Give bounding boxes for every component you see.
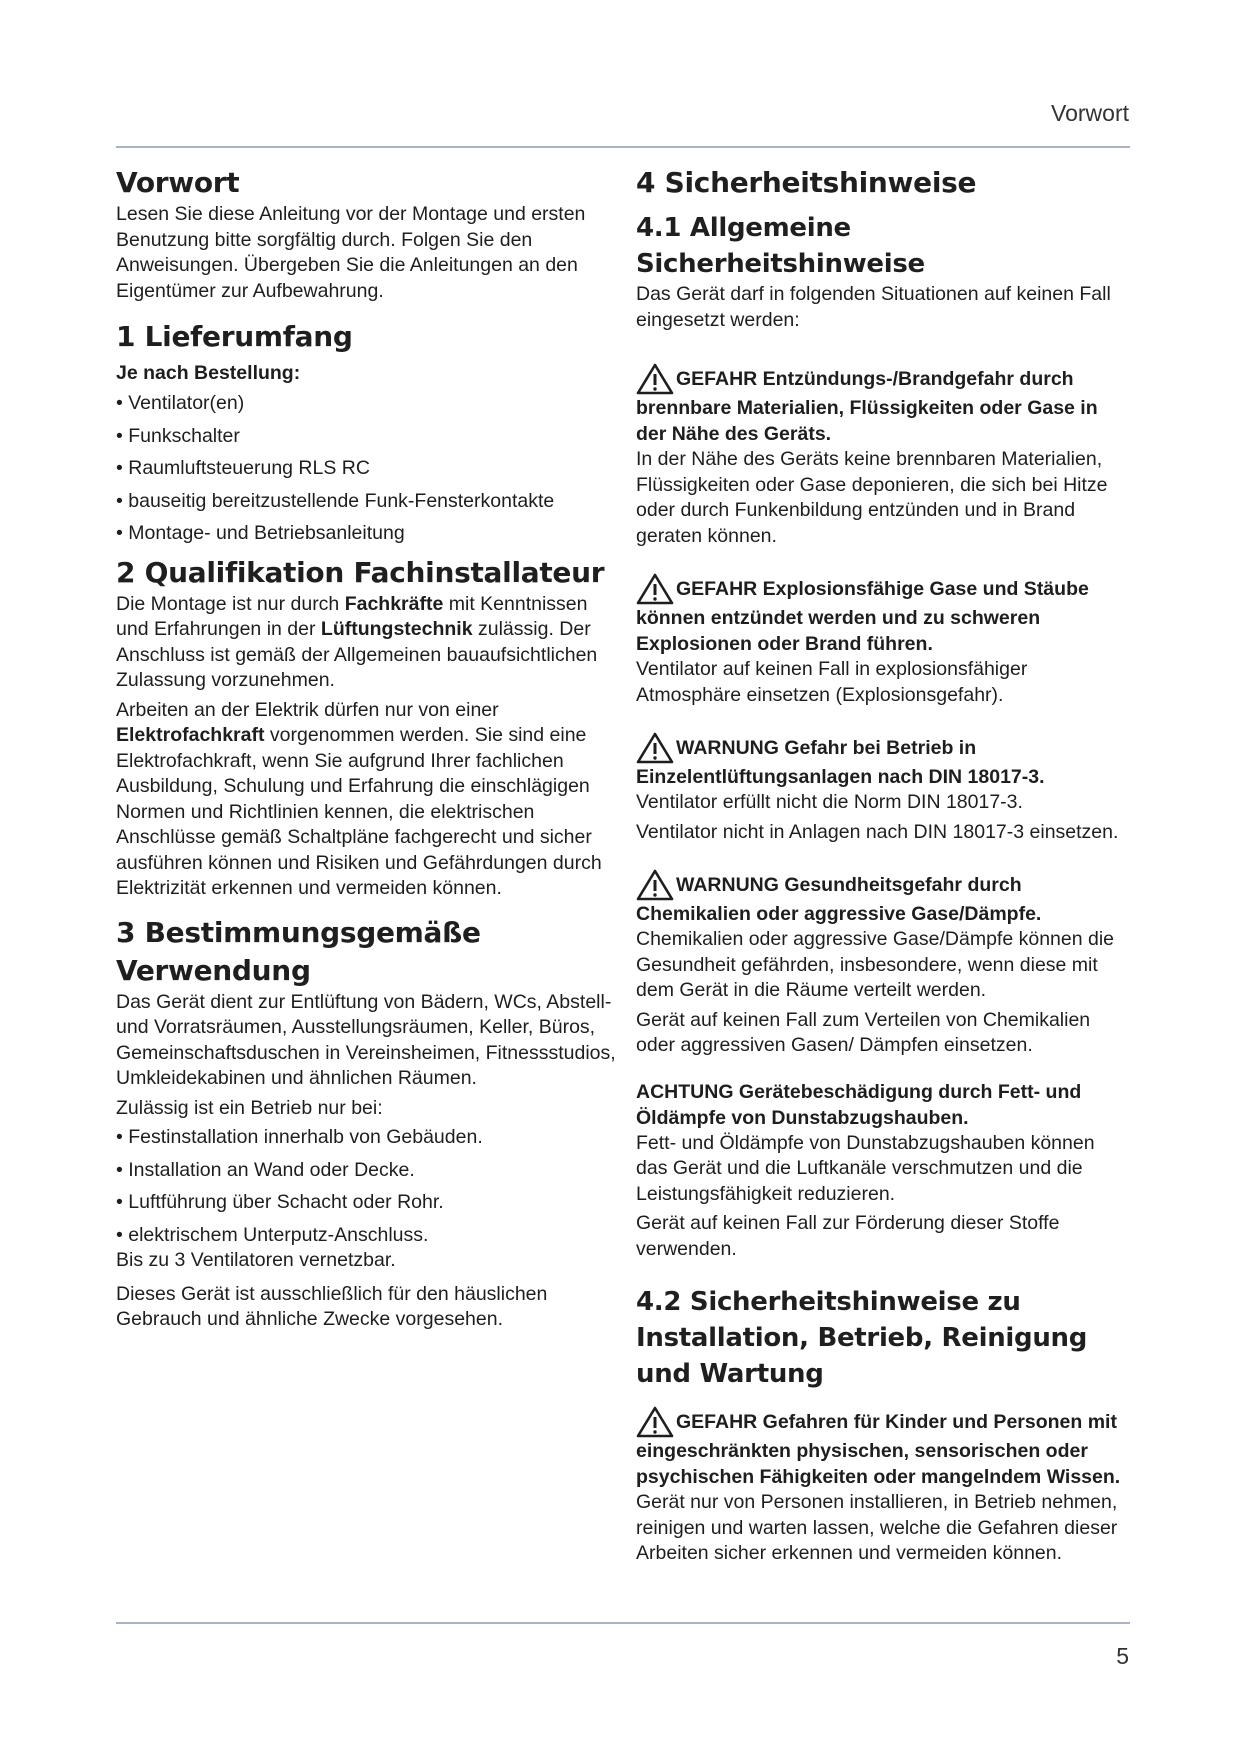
heading-vorwort: Vorwort [116,166,240,199]
danger-fire-text: In der Nähe des Geräts keine brennbaren Materialien, Flüssigkeiten oder Gase deponieren, die sich bei Hitze oder durch Funkenbildung entzünden und in Brand geraten können. [636,448,1108,547]
notice-grease-text-1: Fett- und Öldämpfe von Dunstabzugshauben können das Gerät und die Luftkanäle verschmutzen und die Leistungsfähigkeit reduzieren. [636,1131,1095,1205]
warning-triangle-icon [636,573,674,605]
section-4-2 [636,1284,1130,1567]
header-rule [116,146,1130,148]
danger-fire-title: GEFAHR Entzündungs-/Brandgefahr durch brennbare Materialien, Flüssigkeiten oder Gase in der Nähe des Geräts. [636,368,1098,445]
warning-din-text-2: Ventilator nicht in Anlagen nach DIN 18017-3 einsetzen. [636,820,1119,843]
page-number: 5 [1116,1643,1129,1669]
section-qualifikation [116,554,616,902]
list-item: • Installation an Wand oder Decke. [116,1158,616,1184]
vorwort-text: Lesen Sie diese Anleitung vor der Montage und ersten Benutzung bitte sorgfältig durch. Folgen Sie den Anweisungen. Übergeben Sie die Anleitungen an den Eigentümer zur Aufbewahrung. [116,203,586,302]
danger-explosion [636,573,1130,708]
warning-chemicals-title: WARNUNG Gesundheitsgefahr durch Chemikalien oder aggressive Gase/Dämpfe. [636,874,1042,925]
left-column [116,164,616,1333]
heading-verwendung: 3 Bestimmungsgemäße Verwendung [116,915,481,987]
warning-din [636,732,1130,845]
warning-triangle-icon [636,869,674,901]
notice-grease-text-2: Gerät auf keinen Fall zur Förderung dieser Stoffe verwenden. [636,1212,1060,1260]
warning-chemicals-text-2: Gerät auf keinen Fall zum Verteilen von Chemikalien oder aggressiven Gasen/ Dämpfen einsetzen. [636,1008,1091,1056]
danger-children-text: Gerät nur von Personen installieren, in Betrieb nehmen, reinigen und warten lassen, welche die Gefahren dieser Arbeiten sicher erkennen und vermeiden können. [636,1491,1118,1564]
section-4-1 [636,210,1130,1262]
warning-triangle-icon [636,363,674,395]
danger-explosion-title: GEFAHR Explosionsfähige Gase und Stäube können entzündet werden und zu schweren Explosionen oder Brand führen. [636,578,1089,655]
qualifikation-text-1: Die Montage ist nur durch Fachkräfte mit Kenntnissen und Erfahrungen in der Lüftungstechnik zulässig. Der Anschluss ist gemäß der Allgemeinen bauaufsichtlichen Zulassung vorzunehmen. [116,592,598,691]
warning-chemicals [636,869,1130,1059]
list-item: • Festinstallation innerhalb von Gebäuden. [116,1125,616,1151]
warning-din-title: WARNUNG Gefahr bei Betrieb in Einzelentlüftungsanlagen nach DIN 18017-3. [636,737,1045,788]
danger-explosion-text: Ventilator auf keinen Fall in explosionsfähiger Atmosphäre einsetzen (Explosionsgefahr). [636,658,1028,706]
danger-children-title: GEFAHR Gefahren für Kinder und Personen mit eingeschränkten physischen, sensorischen oder psychischen Fähigkeiten oder mangelndem Wissen. [636,1411,1121,1488]
warning-chemicals-text-1: Chemikalien oder aggressive Gase/Dämpfe können die Gesundheit gefährden, insbesondere, wenn diese mit dem Gerät in die Räume verteilt werden. [636,928,1115,1001]
danger-children [636,1406,1130,1567]
footer-rule [116,1622,1130,1624]
heading-4-1: 4.1 Allgemeine Sicherheitshinweise [636,213,925,279]
verwendung-text-1: Das Gerät dient zur Entlüftung von Bädern, WCs, Abstell- und Vorratsräumen, Ausstellungsräumen, Keller, Büros, Gemeinschaftsduschen in Vereinsheimen, Fitnessstudios, Umkleidekabinen und ähnlichen Räumen. [116,990,616,1089]
heading-4-2: 4.2 Sicherheitshinweise zu Installation, Betrieb, Reinigung und Wartung [636,1287,1088,1389]
verwendung-list [116,1125,616,1248]
heading-lieferumfang: 1 Lieferumfang [116,320,353,353]
section-verwendung [116,914,616,1333]
heading-sicherheitshinweise: 4 Sicherheitshinweise [636,166,977,199]
list-item: • Funkschalter [116,424,616,450]
warning-triangle-icon [636,1406,674,1438]
notice-grease-title: ACHTUNG Gerätebeschädigung durch Fett- und Öldämpfe von Dunstabzugshauben. [636,1080,1082,1129]
lieferumfang-list [116,391,616,547]
list-item: • bauseitig bereitzustellende Funk-Fensterkontakte [116,489,616,515]
danger-fire [636,363,1130,549]
right-column [636,164,1130,1567]
list-item: • Ventilator(en) [116,391,616,417]
list-item: • Luftführung über Schacht oder Rohr. [116,1190,616,1216]
qualifikation-text-2: Arbeiten an der Elektrik dürfen nur von einer Elektrofachkraft vorgenommen werden. Sie sind eine Elektrofachkraft, wenn Sie aufgrund Ihrer fachlichen Ausbildung, Schulung und Erfahrung die einschlägigen Normen und Richtlinien kennen, die elektrischen Anschlüsse gemäß Schaltpläne fachgerecht und sicher ausführen können und Risiken und Gefährdungen durch Elektrizität erkennen und vermeiden können. [116,698,602,899]
warning-din-text-1: Ventilator erfüllt nicht die Norm DIN 18017-3. [636,791,1023,813]
list-item: • elektrischem Unterputz-Anschluss. [116,1223,616,1249]
lieferumfang-subheading: Je nach Bestellung: [116,362,301,384]
section-vorwort [116,164,616,304]
list-item: • Raumluftsteuerung RLS RC [116,456,616,482]
verwendung-text-3: Bis zu 3 Ventilatoren vernetzbar. [116,1249,396,1271]
heading-qualifikation: 2 Qualifikation Fachinstallateur [116,555,605,589]
list-item: • Montage- und Betriebsanleitung [116,521,616,547]
intro-4-1: Das Gerät darf in folgenden Situationen auf keinen Fall eingesetzt werden: [636,283,1111,331]
section-lieferumfang [116,318,616,547]
verwendung-text-2: Zulässig ist ein Betrieb nur bei: [116,1096,383,1119]
running-head: Vorwort [1051,100,1129,126]
warning-triangle-icon [636,732,674,764]
notice-grease [636,1079,1130,1263]
verwendung-text-4: Dieses Gerät ist ausschließlich für den häuslichen Gebrauch und ähnliche Zwecke vorgesehen. [116,1282,548,1330]
